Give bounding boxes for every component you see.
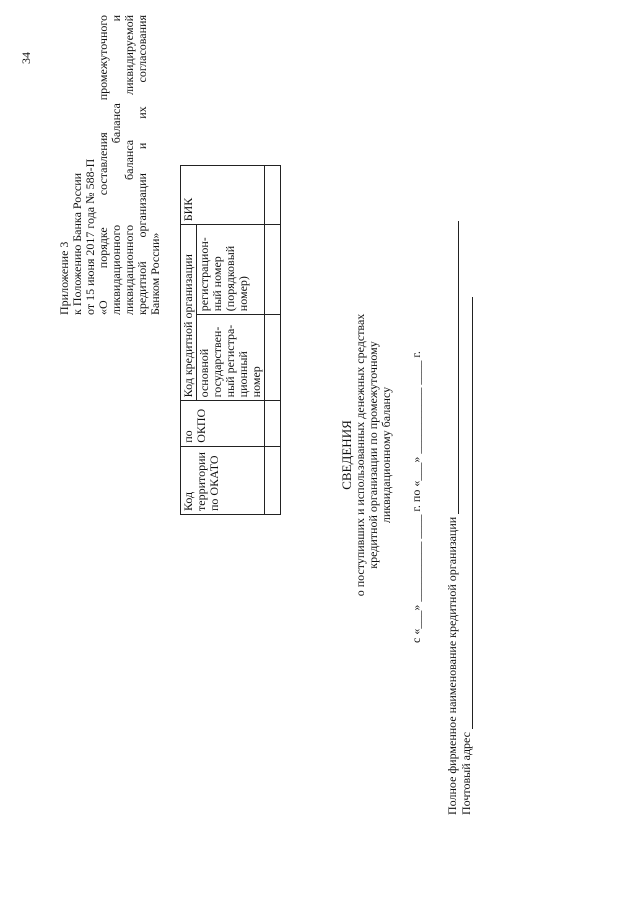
full-name-label: Полное фирменное наименование кредитной организации (445, 516, 459, 815)
bik-cell[interactable] (265, 166, 281, 225)
address-field (459, 115, 473, 815)
reg-number-header: регистрацион-ный номер (порядковый номер) (197, 225, 265, 315)
appendix-line: ликвидационного баланса и (109, 15, 123, 315)
document-title: СВЕДЕНИЯ (339, 420, 354, 490)
title-line: кредитной организации по промежуточному (366, 341, 380, 569)
full-name-blank[interactable] (447, 221, 459, 514)
full-name-field (445, 115, 459, 815)
ogrn-cell[interactable] (265, 315, 281, 401)
address-blank[interactable] (461, 297, 473, 729)
title-line: о поступивших и использованных денежных средствах (353, 313, 367, 597)
appendix-line: от 15 июня 2017 года № 588-П (83, 158, 97, 315)
appendix-line: кредитной организации и их согласования (135, 15, 149, 315)
okpo-cell[interactable] (265, 401, 281, 446)
table-row (265, 166, 281, 515)
appendix-line: Банком России» (148, 232, 162, 315)
reg-number-cell[interactable] (265, 225, 281, 315)
credit-org-header: Код кредитной организации (181, 225, 197, 401)
document-title-block (340, 245, 393, 665)
codes-table (180, 165, 281, 515)
table-row (181, 166, 197, 515)
okpo-header: по ОКПО (181, 401, 265, 446)
ogrn-header: основной государствен-ный регистра-ционный номер (197, 315, 265, 401)
appendix-line: ликвидационного баланса ликвидируемой (122, 15, 136, 315)
appendix-line: «О порядке составления промежуточного (96, 15, 110, 315)
okato-cell[interactable] (265, 446, 281, 514)
okato-header: Код территории по ОКАТО (181, 446, 265, 514)
appendix-line: Приложение 3 (57, 241, 71, 315)
address-label: Почтовый адрес (459, 731, 473, 815)
reporting-period[interactable]: с «___» __________ ____ г. по «___» ___________ ____ г. (409, 351, 423, 643)
appendix-header (58, 15, 162, 315)
bik-header: БИК (181, 166, 265, 225)
title-line: ликвидационному балансу (379, 386, 393, 524)
appendix-line: к Положению Банка России (70, 172, 84, 315)
organization-fields (445, 115, 473, 815)
page-number: 34 (19, 52, 33, 64)
